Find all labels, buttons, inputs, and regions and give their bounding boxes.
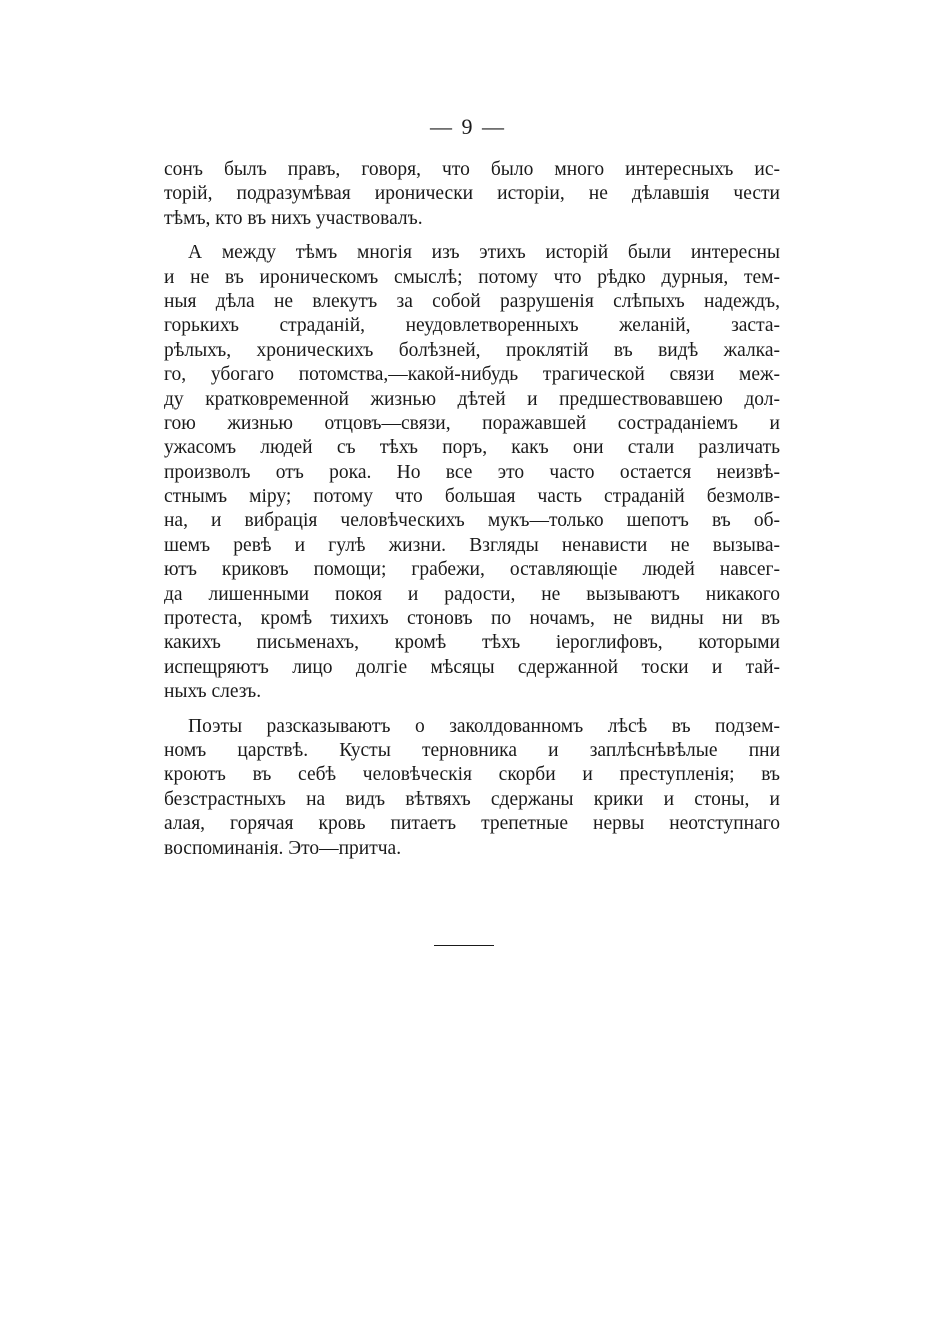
text-line: кроютъ въ себѣ человѣческія скорби и преступленія; въ (164, 764, 780, 786)
text-line: рѣлыхъ, хроническихъ болѣзней, проклятій въ видѣ жалка- (164, 339, 780, 361)
text-line: ду кратковременной жизнью дѣтей и предшествовавшею дол- (164, 388, 780, 410)
text-line: на, и вибрація человѣческихъ мукъ—только шепотъ въ об- (164, 510, 780, 532)
text-line: А между тѣмъ многія изъ этихъ исторій были интересны (188, 242, 780, 264)
text-line: шемъ ревѣ и гулѣ жизни. Взгляды ненависти не вызыва- (164, 534, 780, 556)
text-line: алая, горячая кровь питаетъ трепетные нервы неотступнаго (164, 813, 780, 835)
text-line: стнымъ міру; потому что большая часть страданій безмолв- (164, 486, 780, 508)
text-line: сонъ былъ правъ, говоря, что было много интересныхъ ис- (164, 159, 780, 180)
text-line: го, убогаго потомства,—какой-нибудь трагической связи меж- (164, 364, 780, 386)
text-line: воспоминанія. Это—притча. (164, 837, 402, 859)
paragraph-3 (164, 715, 780, 861)
text-line: номъ царствѣ. Кусты терновника и заплѣснѣвѣлые пни (164, 739, 780, 761)
end-rule (434, 945, 494, 946)
text-line: и не въ ироническомъ смыслѣ; потому что рѣдко дурныя, тем- (164, 266, 780, 288)
text-line: ныхъ слезъ. (164, 681, 262, 703)
text-line: безстрастныхъ на видъ вѣтвяхъ сдержаны крики и стоны, и (164, 788, 780, 810)
paragraph-2 (164, 241, 780, 704)
text-line: протеста, кромѣ тихихъ стоновъ по ночамъ, не видны ни въ (164, 608, 780, 630)
text-line: ютъ криковъ помощи; грабежи, оставляющіе людей навсег- (164, 559, 780, 581)
text-line: да лишенными покоя и радости, не вызываютъ никакого (164, 583, 780, 605)
text-line: какихъ письменахъ, кромѣ тѣхъ іероглифовъ, которыми (164, 632, 780, 654)
text-line: ныя дѣла не влекутъ за собой разрушенія слѣпыхъ надеждъ, (164, 290, 780, 312)
page-number: — 9 — (430, 114, 506, 139)
body-text (164, 158, 780, 861)
text-line: горькихъ страданій, неудовлетворенныхъ желаній, заста- (164, 315, 780, 337)
text-line: Поэты разсказываютъ о заколдованномъ лѣсѣ въ подзем- (188, 715, 780, 737)
paragraph-1 (164, 158, 780, 231)
text-line: торій, подразумѣвая иронически исторіи, не дѣлавшія чести (164, 183, 780, 205)
text-line: тѣмъ, кто въ нихъ участвовалъ. (164, 207, 423, 229)
text-line: гою жизнью отцовъ—связи, поражавшей состраданіемъ и (164, 412, 780, 434)
text-line: испещряютъ лицо долгіе мѣсяцы сдержанной тоски и тай- (164, 656, 780, 678)
text-line: ужасомъ людей съ тѣхъ поръ, какъ они стали различать (164, 437, 780, 459)
text-line: произволъ отъ рока. Но все это часто остается неизвѣ- (164, 461, 780, 483)
